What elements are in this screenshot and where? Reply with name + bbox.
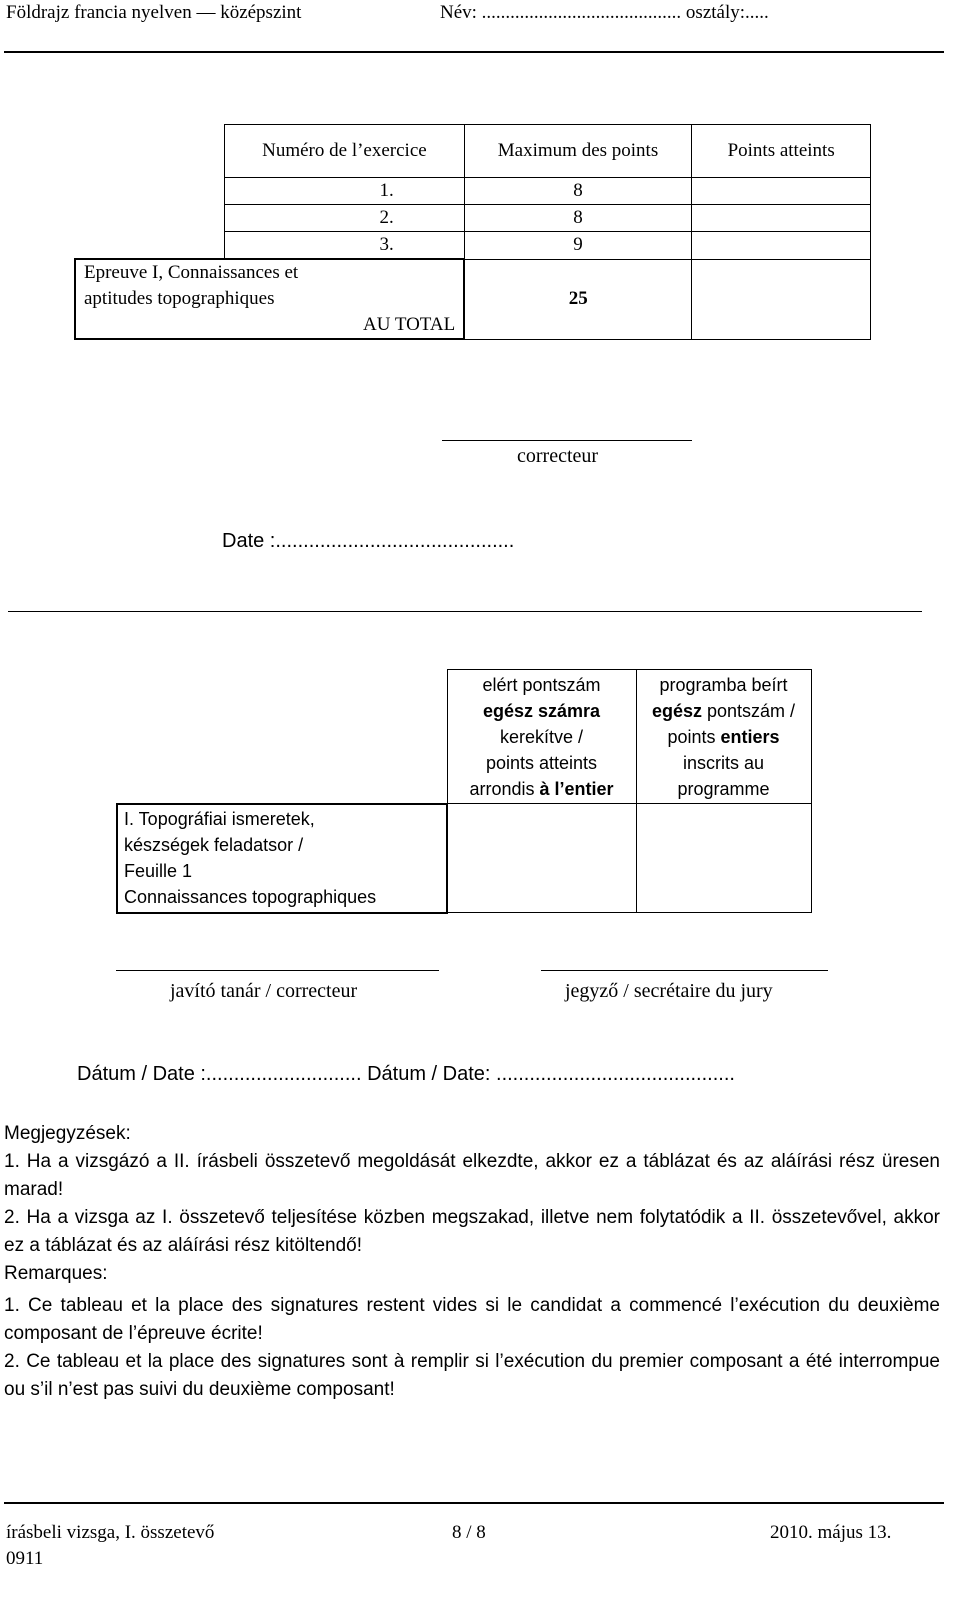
footer-code: 0911 [6,1548,44,1569]
exercise-num-2: 2. [225,205,465,232]
rounded-points-header: elért pontszám egész számra kerekítve / points atteints arrondis à l’entier [447,670,636,804]
epreuve-total-label [75,259,464,339]
feuille-label: I. Topográfiai ismeretek, készségek feladatsor / Feuille 1 Connaissances topographiques [117,804,447,913]
footer-page: 8 / 8 [452,1522,486,1543]
header-name-class: Név: .......................................... osztály:..... [440,2,769,23]
rounded-points-cell[interactable] [447,804,636,913]
footer-rule [4,1502,944,1504]
total-points[interactable] [692,259,871,339]
note-fr-2: 2. Ce tableau et la place des signatures sont à remplir si l’exécution du premier composant a été interrompue ou s’il n’est pas suivi du deuxième composant! [4,1351,940,1400]
correcteur-sign-line [116,970,439,971]
exercise-num-3: 3. [225,232,465,260]
date-line: Date :........................................... [222,530,515,552]
exercise-max-2: 8 [464,205,692,232]
note-fr-1: 1. Ce tableau et la place des signatures restent vides si le candidat a commencé l’exécution du deuxième composant de l’épreuve écrite! [4,1295,940,1344]
exercise-num-1: 1. [225,178,465,205]
section-divider [8,611,922,612]
program-points-cell[interactable] [636,804,811,913]
notes-title-hu: Megjegyzések: [4,1123,131,1144]
header-left: Földrajz francia nyelven — középszint [6,2,302,23]
rounded-points-table [116,669,812,914]
notes-title-fr: Remarques: [4,1263,108,1284]
footer-date: 2010. május 13. [770,1522,892,1543]
exercise-max-1: 8 [464,178,692,205]
dates-line: Dátum / Date :............................ Dátum / Date: ........................................... [77,1063,735,1085]
footer-left: írásbeli vizsga, I. összetevő [6,1522,215,1543]
col-header-points: Points atteints [692,125,871,178]
exercise-max-3: 9 [464,232,692,260]
jury-sign-line [541,970,828,971]
epreuve-line-1: Epreuve I, Connaissances et [84,262,299,283]
exercise-points-1[interactable] [692,178,871,205]
signature-left-label: javító tanár / correcteur [170,980,358,1002]
header-rule [4,51,944,53]
col-header-exercise: Numéro de l’exercice [225,125,465,178]
correcteur-signature-line [442,440,692,441]
correcteur-label: correcteur [517,445,599,467]
total-label: AU TOTAL [362,314,456,335]
signature-right-label: jegyző / secrétaire du jury [565,980,773,1002]
col-header-max: Maximum des points [464,125,692,178]
note-hu-1: 1. Ha a vizsgázó a II. írásbeli összetevő megoldását elkezdte, akkor ez a táblázat és az aláírási rész üresen marad! [4,1151,940,1200]
exercise-points-2[interactable] [692,205,871,232]
score-table [74,124,871,340]
exercise-points-3[interactable] [692,232,871,260]
program-points-header: programba beírt egész pontszám / points entiers inscrits au programme [636,670,811,804]
total-max: 25 [464,259,692,339]
epreuve-line-2: aptitudes topographiques [84,288,275,309]
note-hu-2: 2. Ha a vizsga az I. összetevő teljesítése közben megszakad, illetve nem folytatódik a II. összetevővel, akkor ez a táblázat és az aláírási rész kitöltendő! [4,1207,940,1256]
notes-section [4,1120,940,1404]
